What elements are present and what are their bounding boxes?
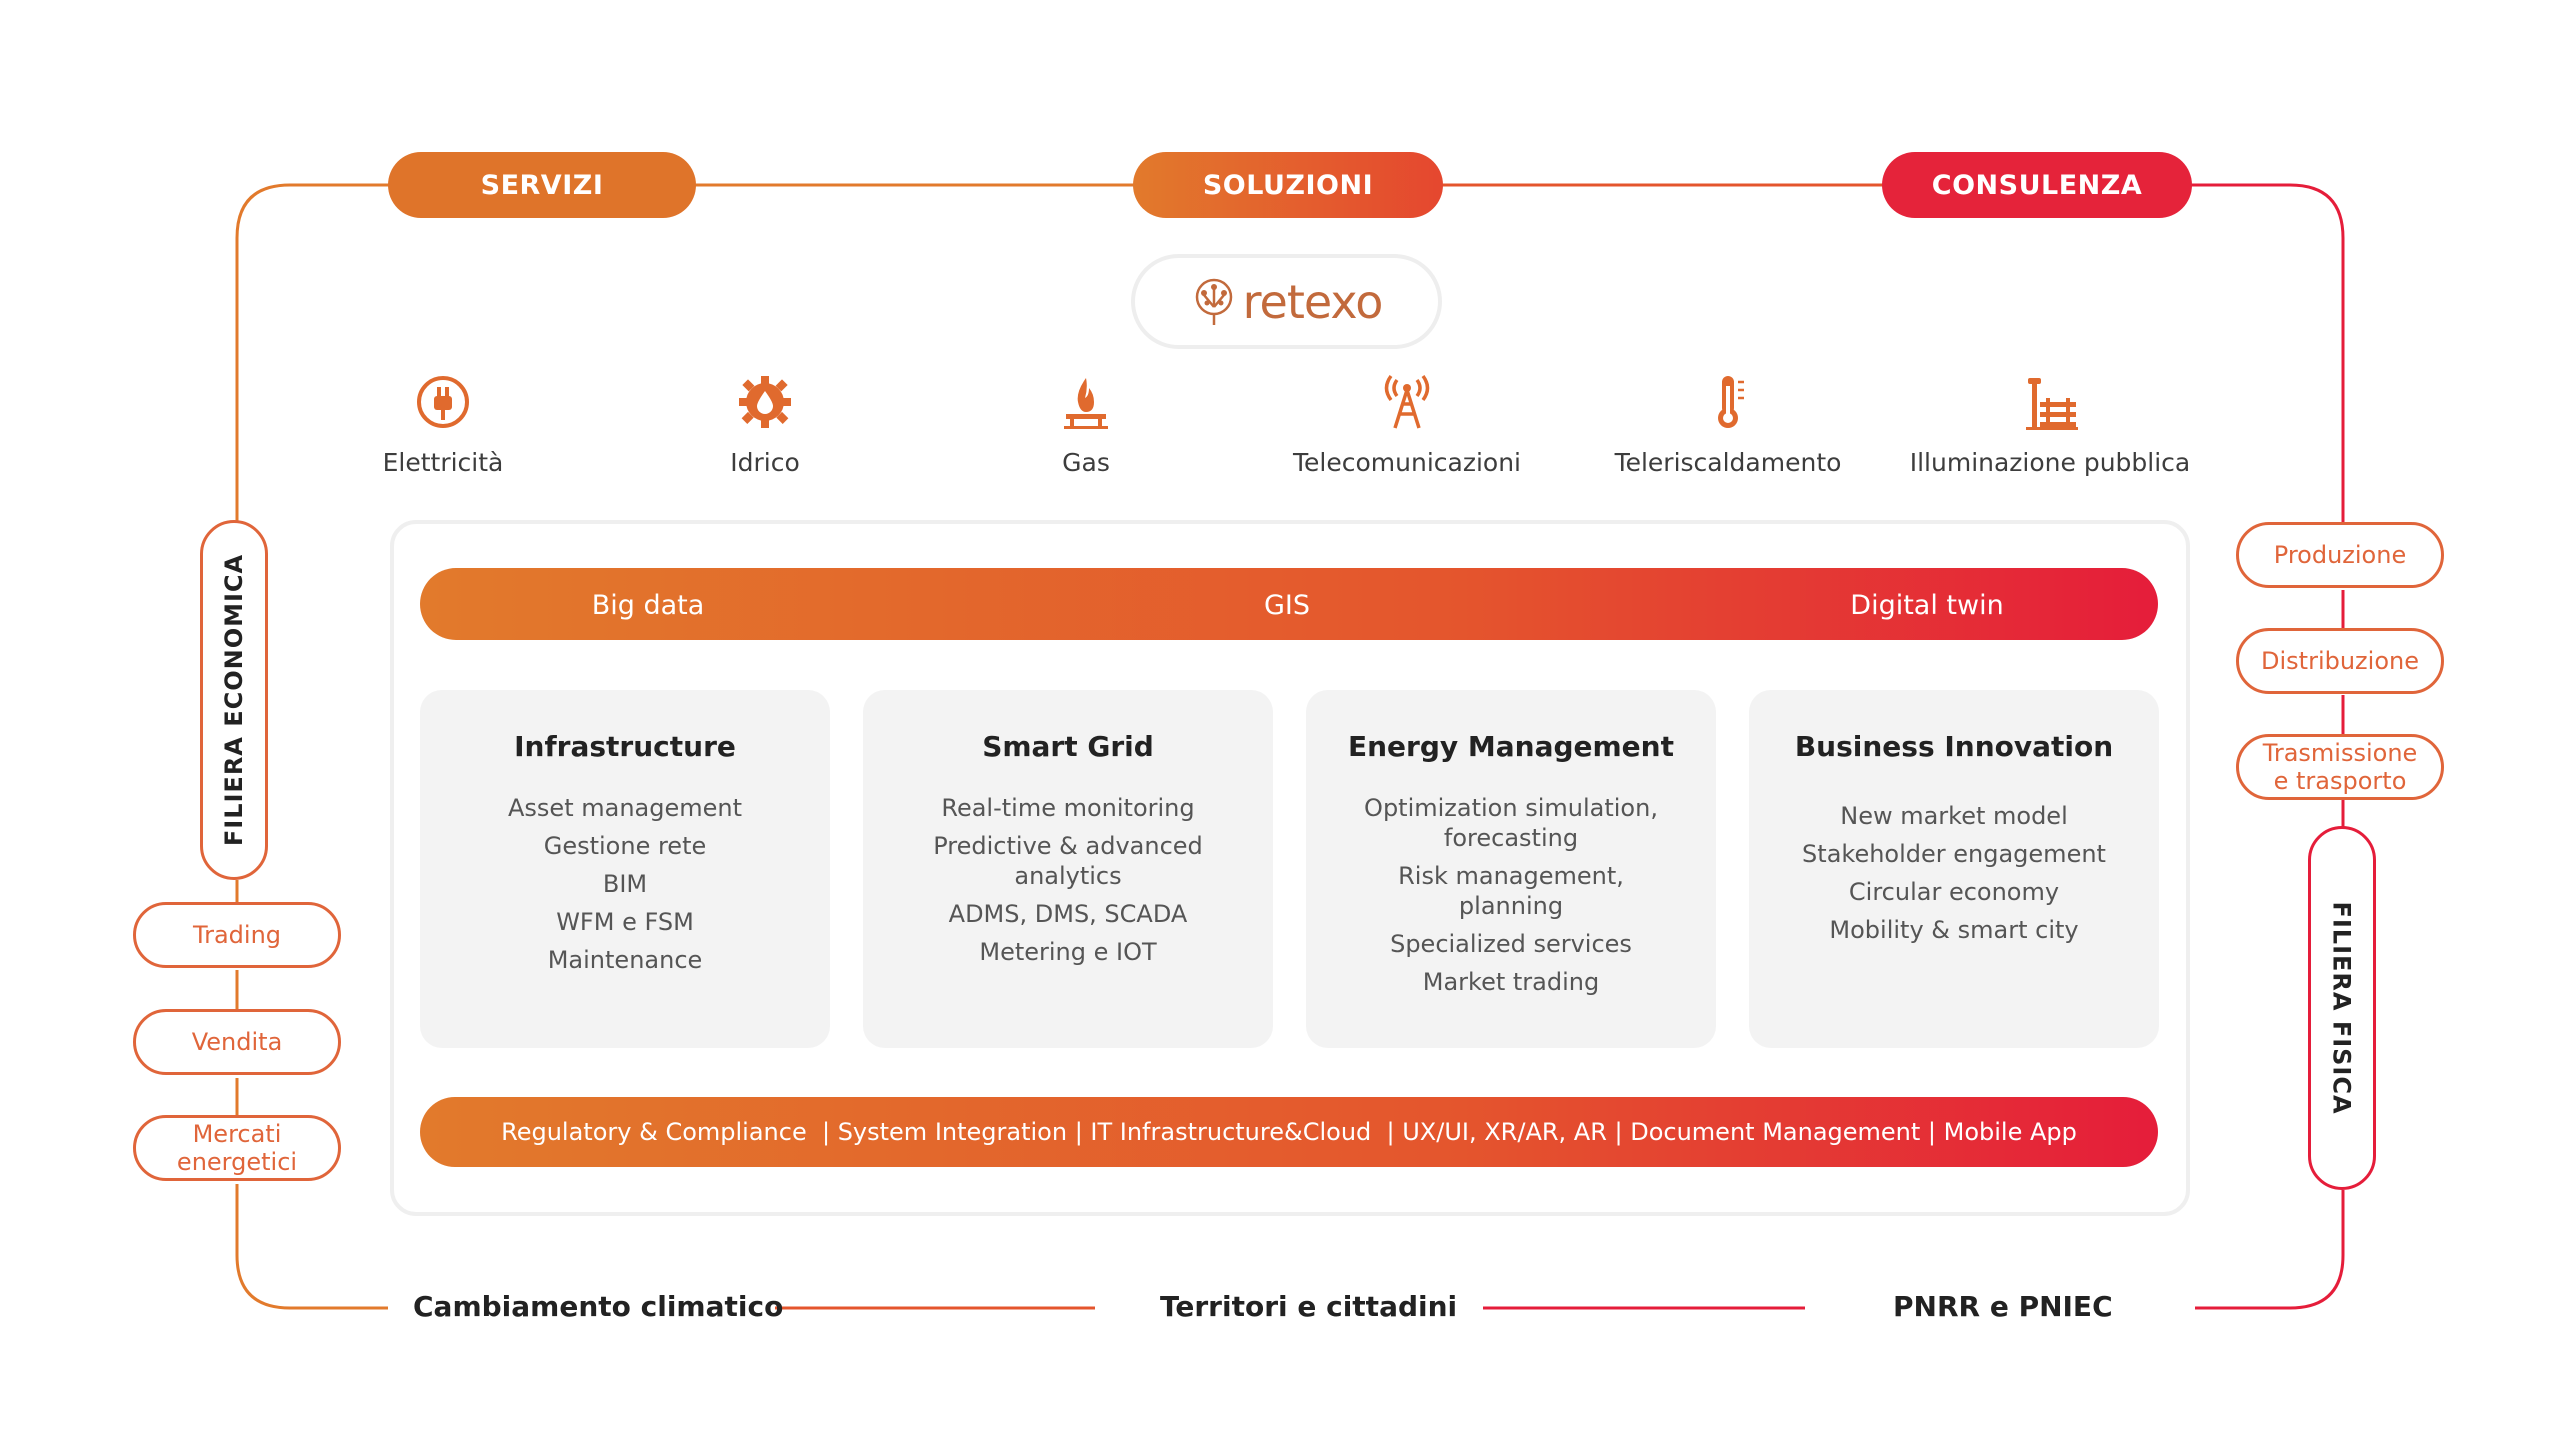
sector-idrico[interactable] [620, 372, 910, 477]
card-item: Gestione rete [543, 832, 707, 860]
services-bar [420, 1097, 2158, 1167]
gas-flame-icon [1056, 372, 1116, 432]
card-item: ADMS, DMS, SCADA [948, 900, 1188, 928]
side-item-distribuzione[interactable]: Distribuzione [2236, 628, 2444, 694]
sector-label: Illuminazione pubblica [1909, 448, 2191, 477]
card-item: Stakeholder engagement [1802, 840, 2106, 868]
side-item-trading[interactable]: Trading [133, 902, 341, 968]
card-item: BIM [602, 870, 648, 898]
bottom-territori-cittadini: Territori e cittadini [1160, 1290, 1458, 1323]
filiera-fisica-label: FILIERA FISICA [2328, 901, 2357, 1115]
filiera-fisica-pill [2308, 826, 2376, 1190]
tech-gis[interactable]: GIS [1263, 590, 1311, 621]
card-item: Circular economy [1848, 878, 2060, 906]
antenna-tower-icon [1377, 372, 1437, 432]
card-item: Predictive & advanced analytics [933, 832, 1203, 890]
sector-elettricita[interactable] [298, 372, 588, 477]
filiera-economica-pill [200, 520, 268, 880]
sector-teleriscaldamento[interactable] [1583, 372, 1873, 477]
consulenza-pill[interactable]: CONSULENZA [1882, 152, 2192, 218]
sector-gas[interactable] [941, 372, 1231, 477]
card-business-innovation[interactable] [1749, 690, 2159, 1048]
tree-logo-icon [1191, 277, 1237, 327]
bottom-cambiamento-climatico: Cambiamento climatico [413, 1290, 784, 1323]
side-item-mercati-energetici[interactable]: Mercati energetici [133, 1115, 341, 1181]
tech-digital-twin[interactable]: Digital twin [1850, 590, 2004, 621]
card-infrastructure[interactable] [420, 690, 830, 1048]
thermometer-icon [1698, 372, 1758, 432]
card-item: Real-time monitoring [941, 794, 1195, 822]
filiera-economica-label: FILIERA ECONOMICA [220, 553, 248, 847]
card-item: WFM e FSM [556, 908, 694, 936]
card-energy-management[interactable] [1306, 690, 1716, 1048]
card-item: Specialized services [1390, 930, 1632, 958]
sector-label: Telecomunicazioni [1293, 448, 1521, 477]
sector-label: Elettricità [382, 448, 504, 477]
card-item: Market trading [1422, 968, 1600, 996]
card-title: Infrastructure [514, 730, 736, 763]
sector-label: Gas [1062, 448, 1110, 477]
street-lamp-icon [2020, 372, 2080, 432]
plug-icon [413, 372, 473, 432]
card-title: Business Innovation [1794, 730, 2114, 763]
side-item-vendita[interactable]: Vendita [133, 1009, 341, 1075]
card-title: Smart Grid [982, 730, 1154, 763]
sector-label: Idrico [730, 448, 800, 477]
card-item: Asset management [508, 794, 742, 822]
card-item: Optimization simulation, forecasting [1364, 794, 1658, 852]
card-item: Maintenance [547, 946, 703, 974]
servizi-pill[interactable]: SERVIZI [388, 152, 696, 218]
side-item-produzione[interactable]: Produzione [2236, 522, 2444, 588]
tech-bar [420, 568, 2158, 640]
card-smart-grid[interactable] [863, 690, 1273, 1048]
card-item: Risk management, planning [1398, 862, 1624, 920]
card-title: Energy Management [1347, 730, 1674, 763]
water-gear-icon [735, 372, 795, 432]
services-bar-text: Regulatory & Compliance | System Integration | IT Infrastructure&Cloud | UX/UI, XR/AR, AR | Document Management | Mobile App [501, 1118, 2077, 1146]
tech-big-data[interactable]: Big data [591, 590, 705, 621]
sector-illuminazione[interactable] [1905, 372, 2195, 477]
side-item-trasmissione[interactable]: Trasmissione e trasporto [2236, 734, 2444, 800]
bottom-pnrr-pniec: PNRR e PNIEC [1893, 1290, 2113, 1323]
sector-label: Teleriscaldamento [1614, 448, 1842, 477]
sector-telecomunicazioni[interactable] [1262, 372, 1552, 477]
card-item: Metering e IOT [979, 938, 1157, 966]
card-item: New market model [1840, 802, 2068, 830]
logo-text: retexo [1242, 274, 1383, 329]
card-item: Mobility & smart city [1829, 916, 2079, 944]
retexo-logo [1131, 254, 1442, 349]
soluzioni-pill[interactable]: SOLUZIONI [1133, 152, 1443, 218]
